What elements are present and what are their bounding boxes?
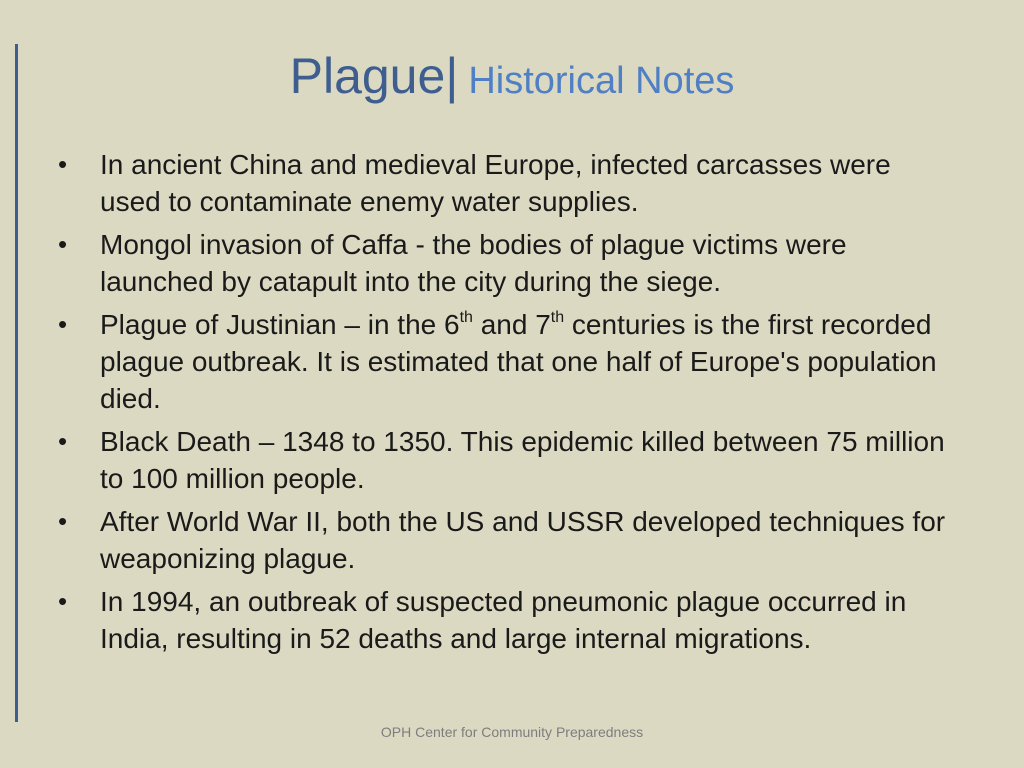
bullet-text: In 1994, an outbreak of suspected pneumonic plague occurred in India, resulting in 52 deaths and large internal migrations. (100, 586, 907, 654)
title-separator: | (445, 48, 459, 104)
bullet-text: Mongol invasion of Caffa - the bodies of plague victims were launched by catapult into the city during the siege. (100, 229, 847, 297)
bullet-item (58, 146, 958, 220)
title-subtitle: Historical Notes (468, 60, 735, 102)
bullet-item (58, 306, 958, 417)
bullet-marker: • (58, 426, 68, 456)
bullet-text (100, 309, 937, 414)
bullet-item (58, 423, 958, 497)
bullet-marker: • (58, 149, 68, 179)
superscript-ordinal: th (459, 308, 473, 326)
bullet-text: After World War II, both the US and USSR developed techniques for weaponizing plague. (100, 506, 946, 574)
bullet-text: Black Death – 1348 to 1350. This epidemic killed between 75 million to 100 million people. (100, 426, 945, 494)
bullet-text-part: Plague of Justinian – in the 6 (100, 309, 460, 340)
superscript-ordinal: th (550, 308, 565, 326)
bullet-marker: • (58, 229, 68, 259)
bullet-text: In ancient China and medieval Europe, infected carcasses were used to contaminate enemy water supplies. (100, 149, 891, 217)
bullet-marker: • (58, 506, 68, 536)
bullet-marker: • (58, 309, 68, 339)
title-main: Plague (289, 48, 446, 104)
left-accent-rule (15, 44, 18, 722)
bullet-item (58, 503, 958, 577)
footer-text: OPH Center for Community Preparedness (380, 724, 644, 740)
bullet-text-part: centuries is the first recorded plague outbreak. It is estimated that one half of Europe's population died. (100, 309, 937, 414)
slide-title (0, 46, 1024, 119)
bullet-marker: • (58, 586, 68, 616)
bullet-text-part: and 7 (472, 309, 551, 340)
bullet-item (58, 583, 958, 657)
bullet-list (58, 146, 958, 663)
bullet-item (58, 226, 958, 300)
